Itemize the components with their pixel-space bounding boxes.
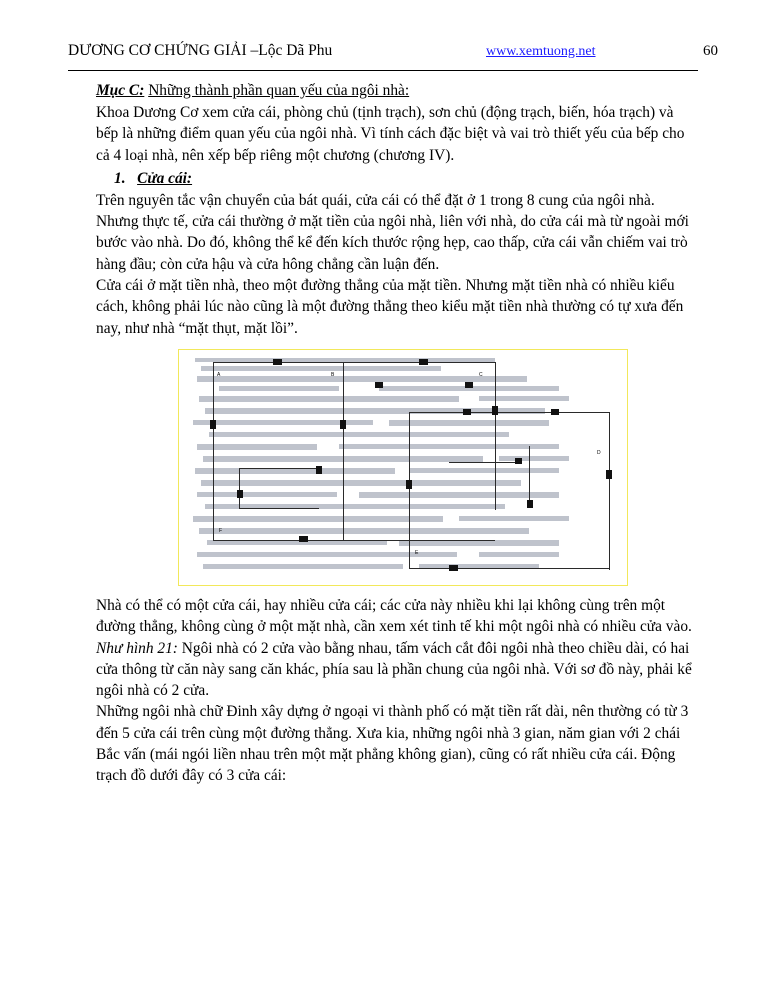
plan-label-f: F [219,527,223,534]
paragraph-4 [96,595,696,701]
paragraph-3: Cửa cái ở mặt tiền nhà, theo một đường thẳng của mặt tiền. Nhưng mặt tiền nhà có nhiều kiểu cách, không phải lúc nào cũng là một đường thẳng theo kiểu mặt tiền nhà thường có tự xưa đến nay, như nhà “mặt thụt, mặt lồi”. [96,277,684,337]
paragraph-4-part2: Ngôi nhà có 2 cửa vào bằng nhau, tấm vách cắt đôi ngôi nhà theo chiều dài, có hai cửa thông từ căn này sang căn khác, phía sau là phần chung của ngôi nhà. Với sơ đồ này, phải kể ngôi nhà có 2 cửa. [96,639,692,700]
section-heading [96,80,696,102]
website-link[interactable]: www.xemtuong.net [486,44,596,59]
plan-label-a: A [217,371,221,378]
paragraph-1: Khoa Dương Cơ xem cửa cái, phòng chủ (tịnh trạch), sơn chủ (động trạch, biến, hóa trạch) và bếp là những điểm quan yếu của ngôi nhà. Vì tính cách đặc biệt và vai trò thiết yếu của bếp cho cả 4 loại nhà, nên xếp bếp riêng một chương (chương IV). [96,104,685,164]
subsection-title: Cửa cái: [137,169,193,187]
plan-label-c: C [479,371,483,378]
figure-faded-text [299,500,303,516]
figure-reference: Như hình 21: [96,639,178,657]
plan-label-b: B [331,371,335,378]
paragraph-2: Trên nguyên tắc vận chuyển của bát quái, cửa cái có thể đặt ở 1 trong 8 cung của ngôi nhà. Nhưng thực tế, cửa cái thường ở mặt tiền của ngôi nhà, liên với nhà, do cửa cái mà từ ngoài mới bước vào nhà. Do đó, không thể kể đến kích thước rộng hẹp, cao thấp, cửa cái vẫn chiếm vai trò hàng đầu; còn cửa hậu và cửa hông chẳng cần luận đến. [96,191,689,273]
plan-label-d: D [597,449,601,456]
section-label: Mục C: [96,82,145,99]
page-number: 60 [703,43,718,59]
header-divider [68,70,698,71]
page-content [96,80,696,787]
section-title: Những thành phần quan yếu của ngôi nhà: [148,82,410,99]
page-header [68,42,718,64]
document-title: DƯƠNG CƠ CHỨNG GIẢI –Lộc Dã Phu [68,42,333,59]
paragraph-4-part1: Nhà có thể có một cửa cái, hay nhiều cửa cái; các cửa này nhiều khi lại không cùng trên một đường thẳng, không cùng ở một mặt nhà, cần xem xét tinh tế khi một ngôi nhà có nhiều cửa vào. [96,596,692,636]
figure-container [96,349,696,587]
subsection-number: 1. [114,169,126,187]
plan-label-e: E [415,549,419,556]
paragraph-5: Những ngôi nhà chữ Đinh xây dựng ở ngoại vi thành phố có mặt tiền rất dài, nên thường có từ 3 đến 5 cửa cái trên cùng một đường thẳng. Xưa kia, những ngôi nhà 3 gian, năm gian với 2 chái Bắc vấn (mái ngói liền nhau trên một mặt phẳng không gian), cũng có rất nhiều cửa cái. Động trạch đồ dưới đây có 3 cửa cái: [96,703,689,785]
house-floor-plan-figure-21 [178,349,628,586]
subsection-heading [96,168,696,190]
figure-canvas [179,350,627,585]
